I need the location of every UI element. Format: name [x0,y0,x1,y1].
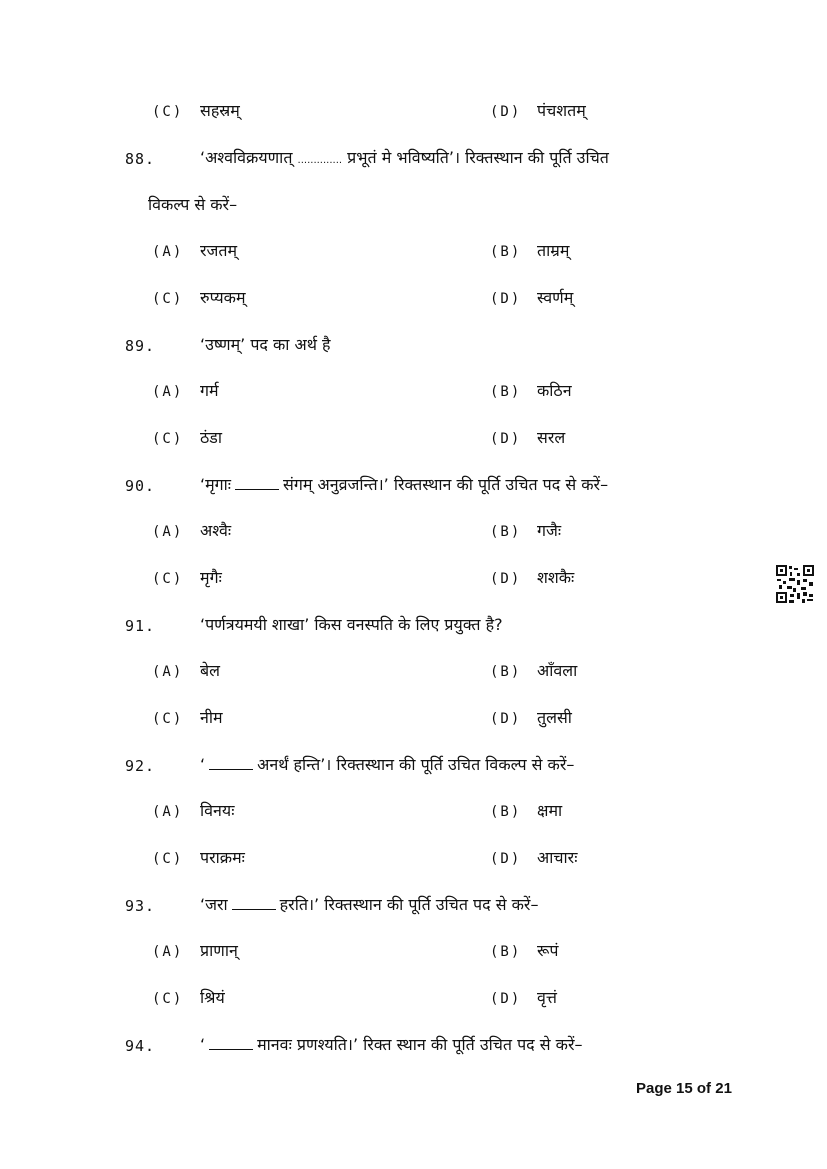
option-label: (C) [152,104,184,120]
option-text: रुप्यकम् [200,288,246,307]
option-text: स्वर्णम् [537,288,574,307]
question-number: 89. [125,337,156,355]
question-text-after-blank: अनर्थं हन्ति’। रिक्तस्थान की पूर्ति उचित विकल्प से करें– [257,755,575,774]
option-label: (C) [152,711,184,727]
option-text: प्राणान् [200,941,238,960]
question-text [200,334,331,356]
option-label: (B) [490,384,522,400]
option-text: वृत्तं [537,988,557,1007]
option-text: मृगैः [200,568,222,587]
question-number: 90. [125,477,156,495]
question-text [200,894,538,916]
option-text: गर्म [200,381,219,400]
page-number: 15 [676,1080,693,1097]
page-footer [636,1080,732,1097]
option-label: (A) [152,804,184,820]
option-text: रूपं [537,941,559,960]
question-text-after-blank: हरति।’ रिक्तस्थान की पूर्ति उचित पद से करें– [279,895,539,914]
option-text: विनयः [200,801,235,820]
option-text: अश्वैः [200,521,232,540]
question-text-part: ‘अश्वविक्रयणात् [200,148,298,167]
option-text: नीम [200,708,223,727]
option-label: (D) [490,571,522,587]
option-label: (A) [152,944,184,960]
option-text: क्षमा [537,801,563,820]
fill-in-blank [235,475,279,490]
question-text-before-blank: ‘ [200,755,206,774]
option-text: ताम्रम् [537,241,570,260]
option-label: (D) [490,851,522,867]
option-text: शशकैः [537,568,575,587]
option-text: पराक्रमः [200,848,245,867]
question-text [200,147,609,172]
option-label: (C) [152,291,184,307]
option-text: सरल [537,428,566,447]
question-text-part: ‘पर्णत्रयमयी शाखा’ किस वनस्पति के लिए प्रयुक्त है? [200,615,503,634]
question-text-after-blank: संगम् अनुव्रजन्ति।’ रिक्तस्थान की पूर्ति उचित पद से करें– [283,475,609,494]
fill-in-blank [209,755,253,770]
option-label: (B) [490,804,522,820]
option-text: श्रियं [200,988,225,1007]
question-text-after-blank: मानवः प्रणश्यति।’ रिक्त स्थान की पूर्ति उचित पद से करें– [257,1035,583,1054]
option-label: (C) [152,571,184,587]
option-label: (A) [152,244,184,260]
question-text [200,1034,583,1056]
option-text: पंचशतम् [537,101,586,120]
option-label: (C) [152,991,184,1007]
option-text: बेल [200,661,220,680]
page-label: Page [636,1080,672,1097]
option-label: (D) [490,291,522,307]
question-number: 94. [125,1037,156,1055]
question-text [200,474,608,496]
option-label: (A) [152,384,184,400]
option-text: आचारः [537,848,578,867]
question-text-line: विकल्प से करें– [148,195,238,214]
option-text: कठिन [537,381,572,400]
page-total: 21 [715,1080,732,1097]
fill-in-blank [209,1035,253,1050]
question-text-before-blank: ‘ [200,1035,206,1054]
option-label: (D) [490,104,522,120]
option-text: गजैः [537,521,562,540]
question-text [200,754,574,776]
qr-code-icon [775,564,815,604]
question-text [200,614,503,636]
question-number: 92. [125,757,156,775]
question-text-part: ‘उष्णम्’ पद का अर्थ है [200,335,331,354]
option-text: सहस्रम् [200,101,240,120]
option-label: (B) [490,664,522,680]
fill-in-blank [232,895,276,910]
option-label: (A) [152,524,184,540]
option-label: (D) [490,991,522,1007]
question-text-part: प्रभूतं मे भविष्यति’। रिक्तस्थान की पूर्ति उचित [342,148,609,167]
option-text: रजतम् [200,241,238,260]
page-of-label: of [696,1080,712,1097]
option-label: (D) [490,711,522,727]
question-text-before-blank: ‘मृगाः [200,475,232,494]
option-label: (B) [490,244,522,260]
question-text-before-blank: ‘जरा [200,895,228,914]
option-label: (B) [490,524,522,540]
question-number: 91. [125,617,156,635]
option-text: ठंडा [200,428,223,447]
option-text: आँवला [537,661,578,680]
option-text: तुलसी [537,708,572,727]
option-label: (C) [152,431,184,447]
question-number: 88. [125,150,156,168]
option-label: (A) [152,664,184,680]
option-label: (D) [490,431,522,447]
option-label: (C) [152,851,184,867]
blank-dots: .............. [297,155,343,166]
option-label: (B) [490,944,522,960]
question-number: 93. [125,897,156,915]
